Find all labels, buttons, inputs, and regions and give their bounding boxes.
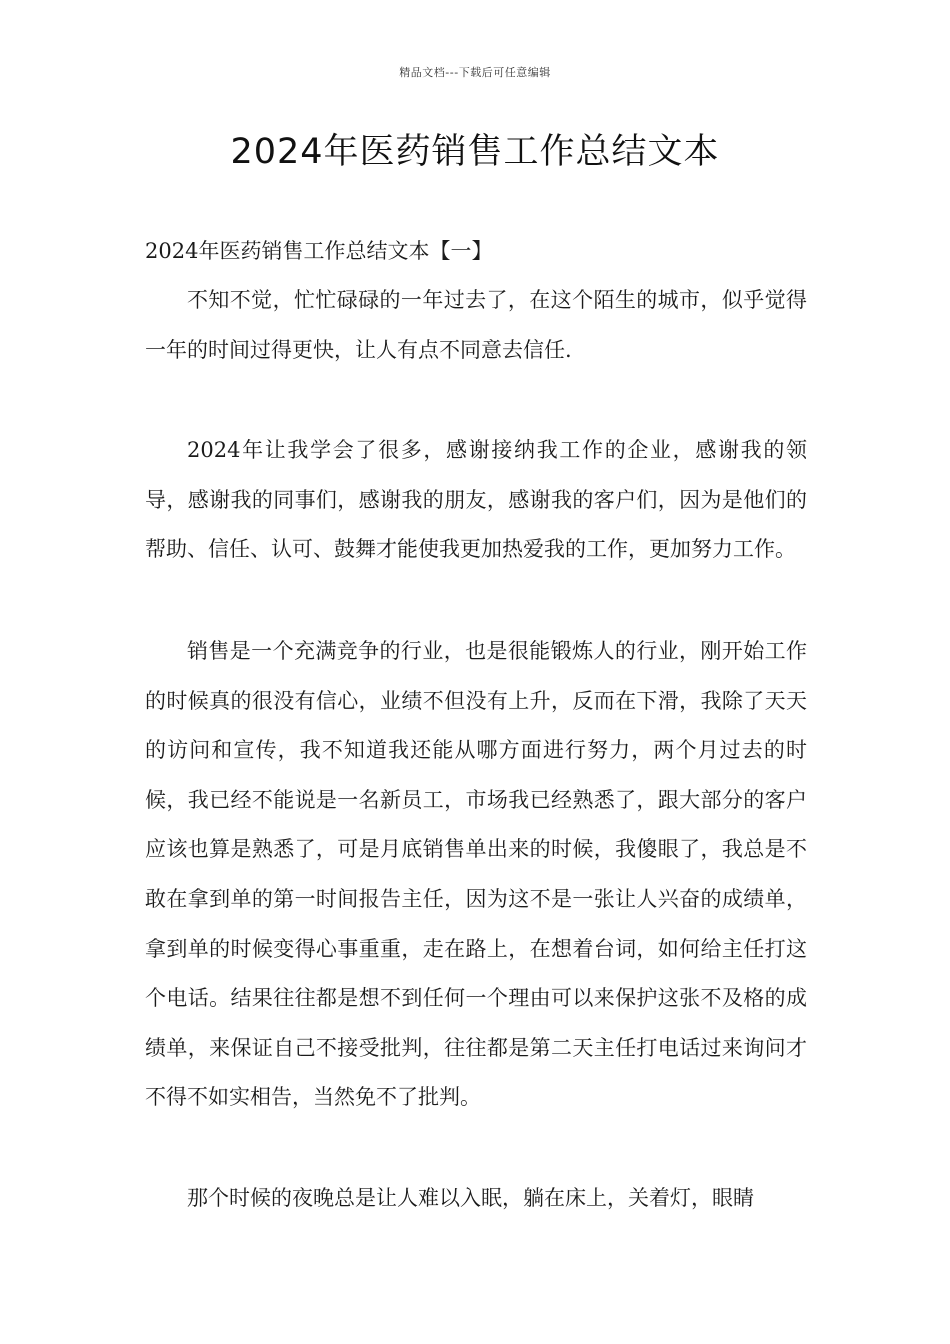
paragraph-1: 不知不觉，忙忙碌碌的一年过去了，在这个陌生的城市，似乎觉得一年的时间过得更快，让人有点不同意去信任. (145, 288, 807, 362)
paragraph-3: 销售是一个充满竞争的行业，也是很能锻炼人的行业，刚开始工作的时候真的很没有信心，业绩不但没有上升，反而在下滑，我除了天天的访问和宣传，我不知道我还能从哪方面进行努力，两个月过去的时候，我已经不能说是一名新员工，市场我已经熟悉了，跟大部分的客户应该也算是熟悉了，可是月底销售单出来的时候，我傻眼了，我总是不敢在拿到单的第一时间报告主任，因为这不是一张让人兴奋的成绩单，拿到单的时候变得心事重重，走在路上，在想着台词，如何给主任打这个电话。结果往往都是想不到任何一个理由可以来保护这张不及格的成绩单，来保证自己不接受批判，往往都是第二天主任打电话过来询问才不得不如实相告，当然免不了批判。 (145, 639, 807, 1110)
section-heading: 2024年医药销售工作总结文本【一】 (145, 239, 493, 263)
paragraph-4: 那个时候的夜晚总是让人难以入眠，躺在床上，关着灯，眼睛 (187, 1186, 754, 1210)
paragraph-2: 2024年让我学会了很多，感谢接纳我工作的企业，感谢我的领导，感谢我的同事们，感谢我的朋友，感谢我的客户们，因为是他们的帮助、信任、认可、鼓舞才能使我更加热爱我的工作，更加努力工作。 (145, 438, 807, 562)
document-title: 2024年医药销售工作总结文本 (230, 132, 720, 172)
header-note: 精品文档---下载后可任意编辑 (399, 66, 551, 79)
